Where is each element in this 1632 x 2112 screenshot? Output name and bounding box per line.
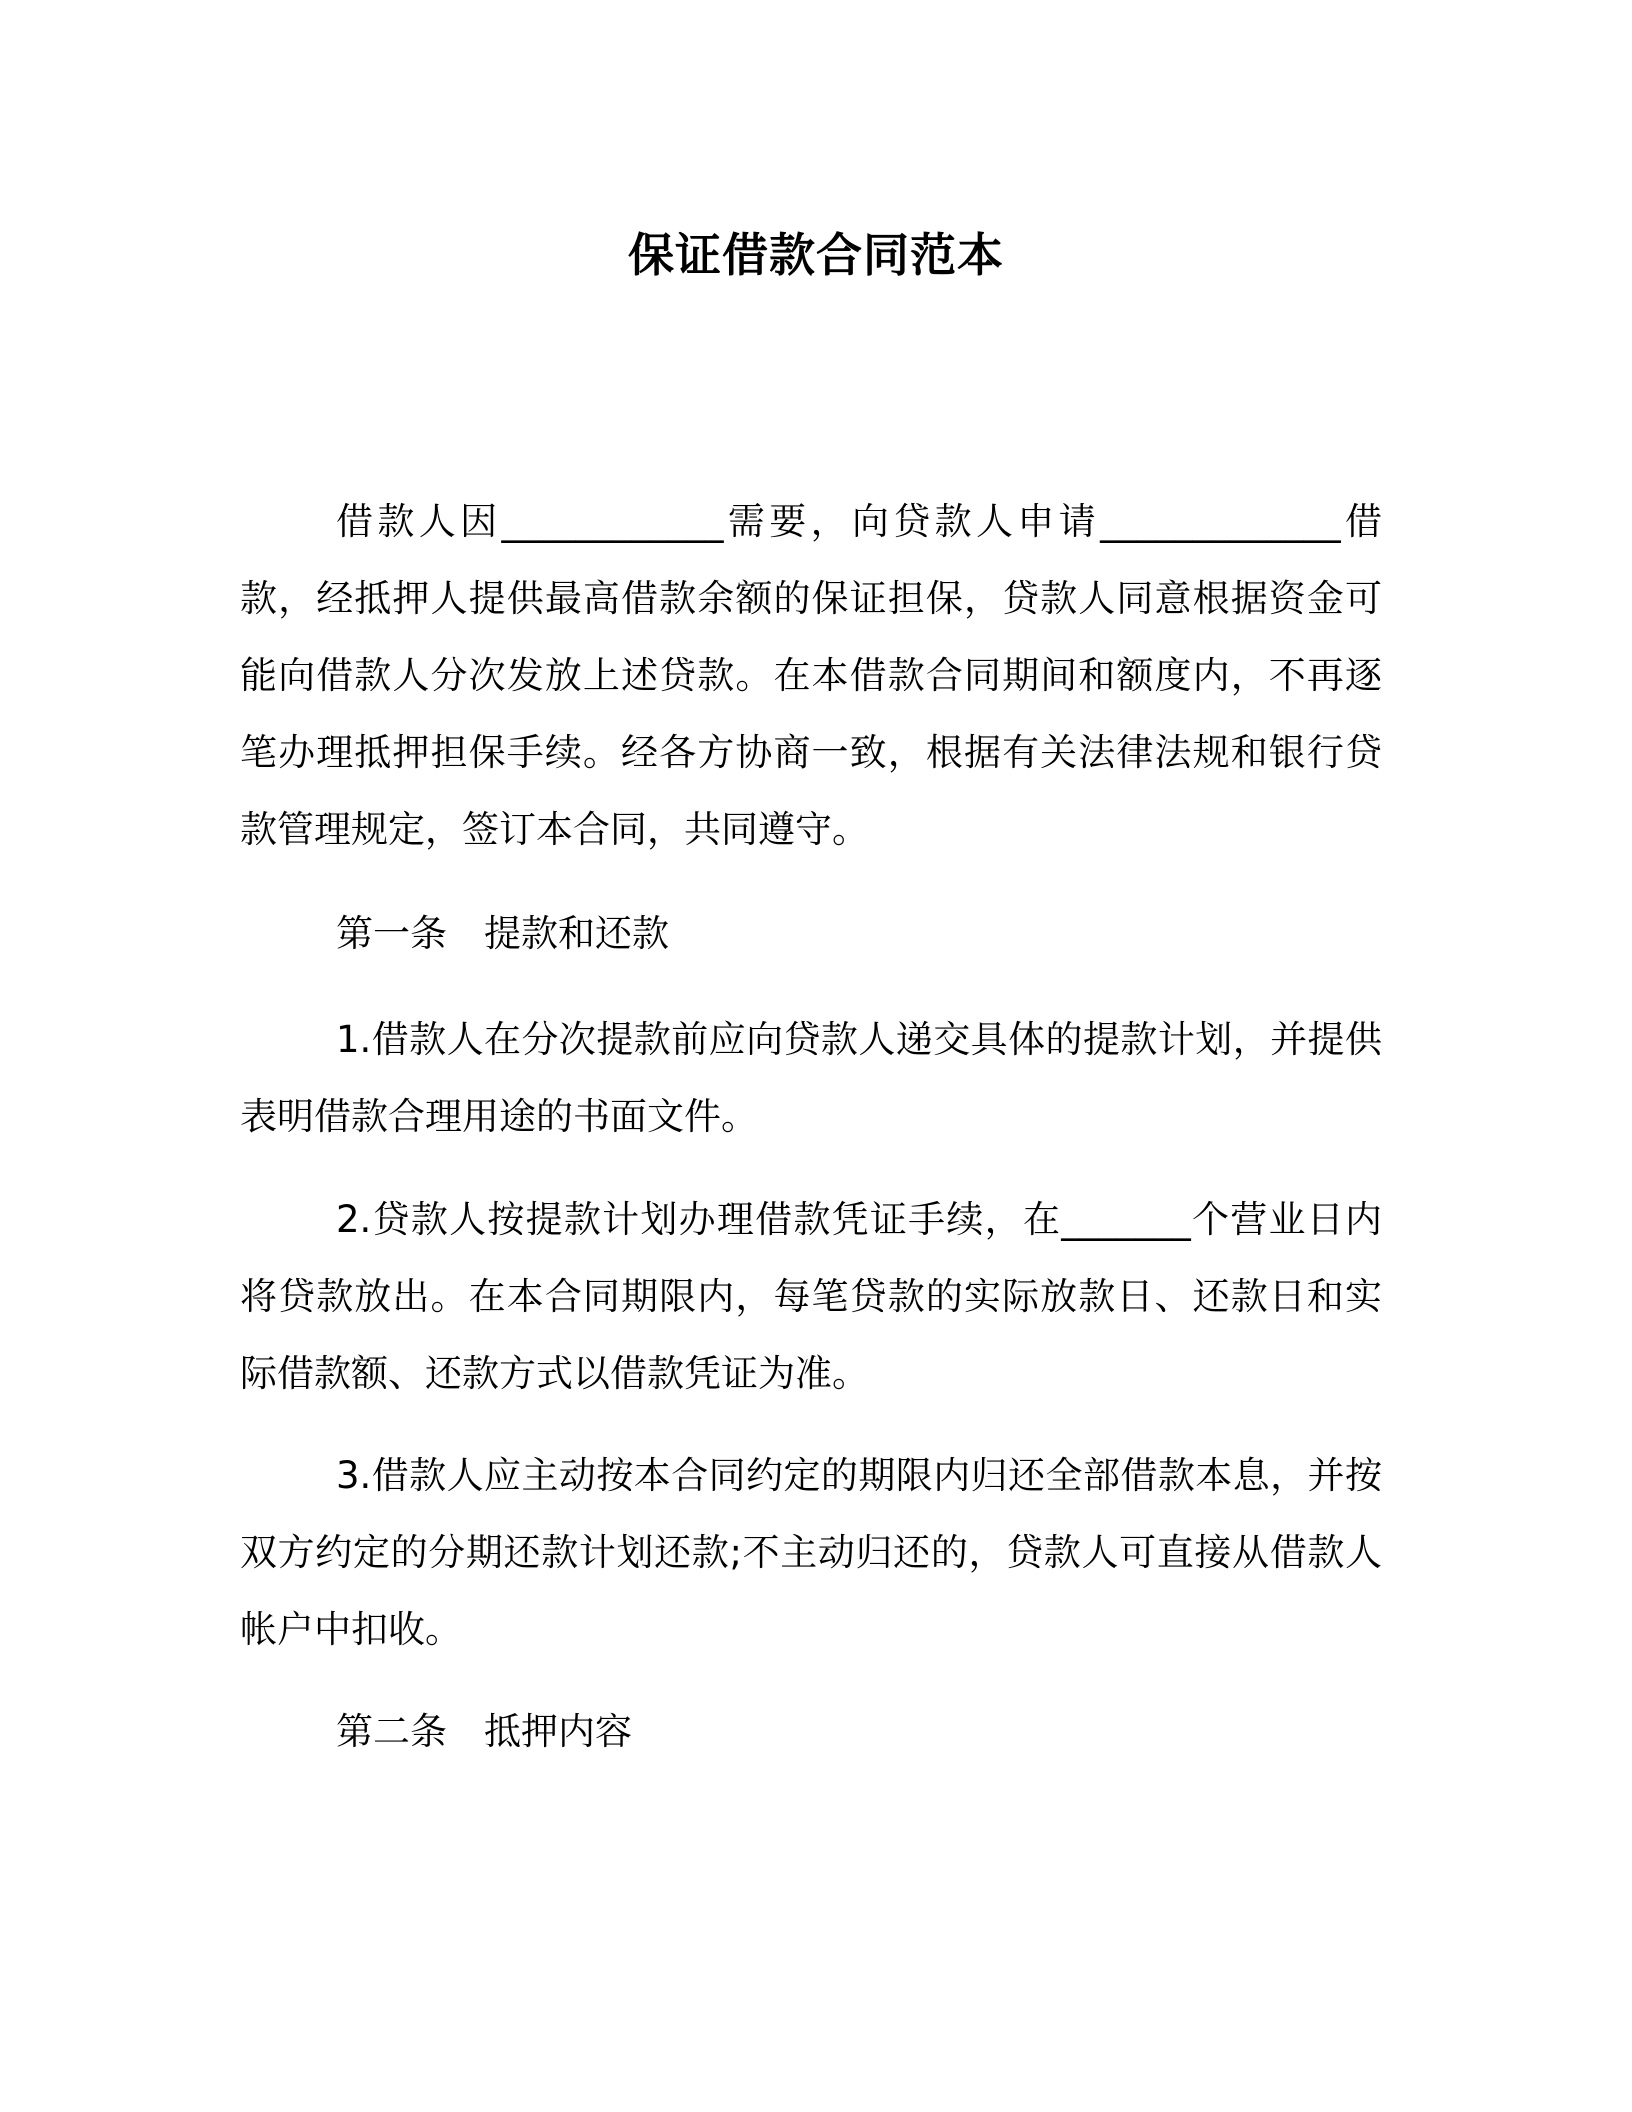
article-2-heading-block (240, 1693, 1382, 1770)
intro-paragraph: 借款人因____________需要，向贷款人申请_____________借款，经抵押人提供最高借款余额的保证担保，贷款人同意根据资金可能向借款人分次发放上述贷款。在本借款合同期间和额度内，不再逐笔办理抵押担保手续。经各方协商一致，根据有关法律法规和银行贷款管理规定，签订本合同，共同遵守。 (240, 500, 1382, 851)
item-1-block (240, 1001, 1382, 1155)
article-1-heading: 第一条 提款和还款 (336, 912, 669, 955)
item-2-paragraph: 2.贷款人按提款计划办理借款凭证手续，在_______个营业日内将贷款放出。在本合同期限内，每笔贷款的实际放款日、还款日和实际借款额、还款方式以借款凭证为准。 (240, 1198, 1382, 1395)
article-2-heading: 第二条 抵押内容 (336, 1710, 632, 1753)
document-title: 保证借款合同范本 (628, 228, 1004, 282)
item-3-paragraph: 3.借款人应主动按本合同约定的期限内归还全部借款本息，并按双方约定的分期还款计划还款;不主动归还的，贷款人可直接从借款人帐户中扣收。 (240, 1454, 1382, 1651)
article-1-heading-block (240, 895, 1382, 972)
item-3-block (240, 1437, 1382, 1668)
item-2-block (240, 1181, 1382, 1412)
intro-paragraph-block (240, 483, 1382, 868)
item-1-paragraph: 1.借款人在分次提款前应向贷款人递交具体的提款计划，并提供表明借款合理用途的书面文件。 (240, 1018, 1382, 1138)
